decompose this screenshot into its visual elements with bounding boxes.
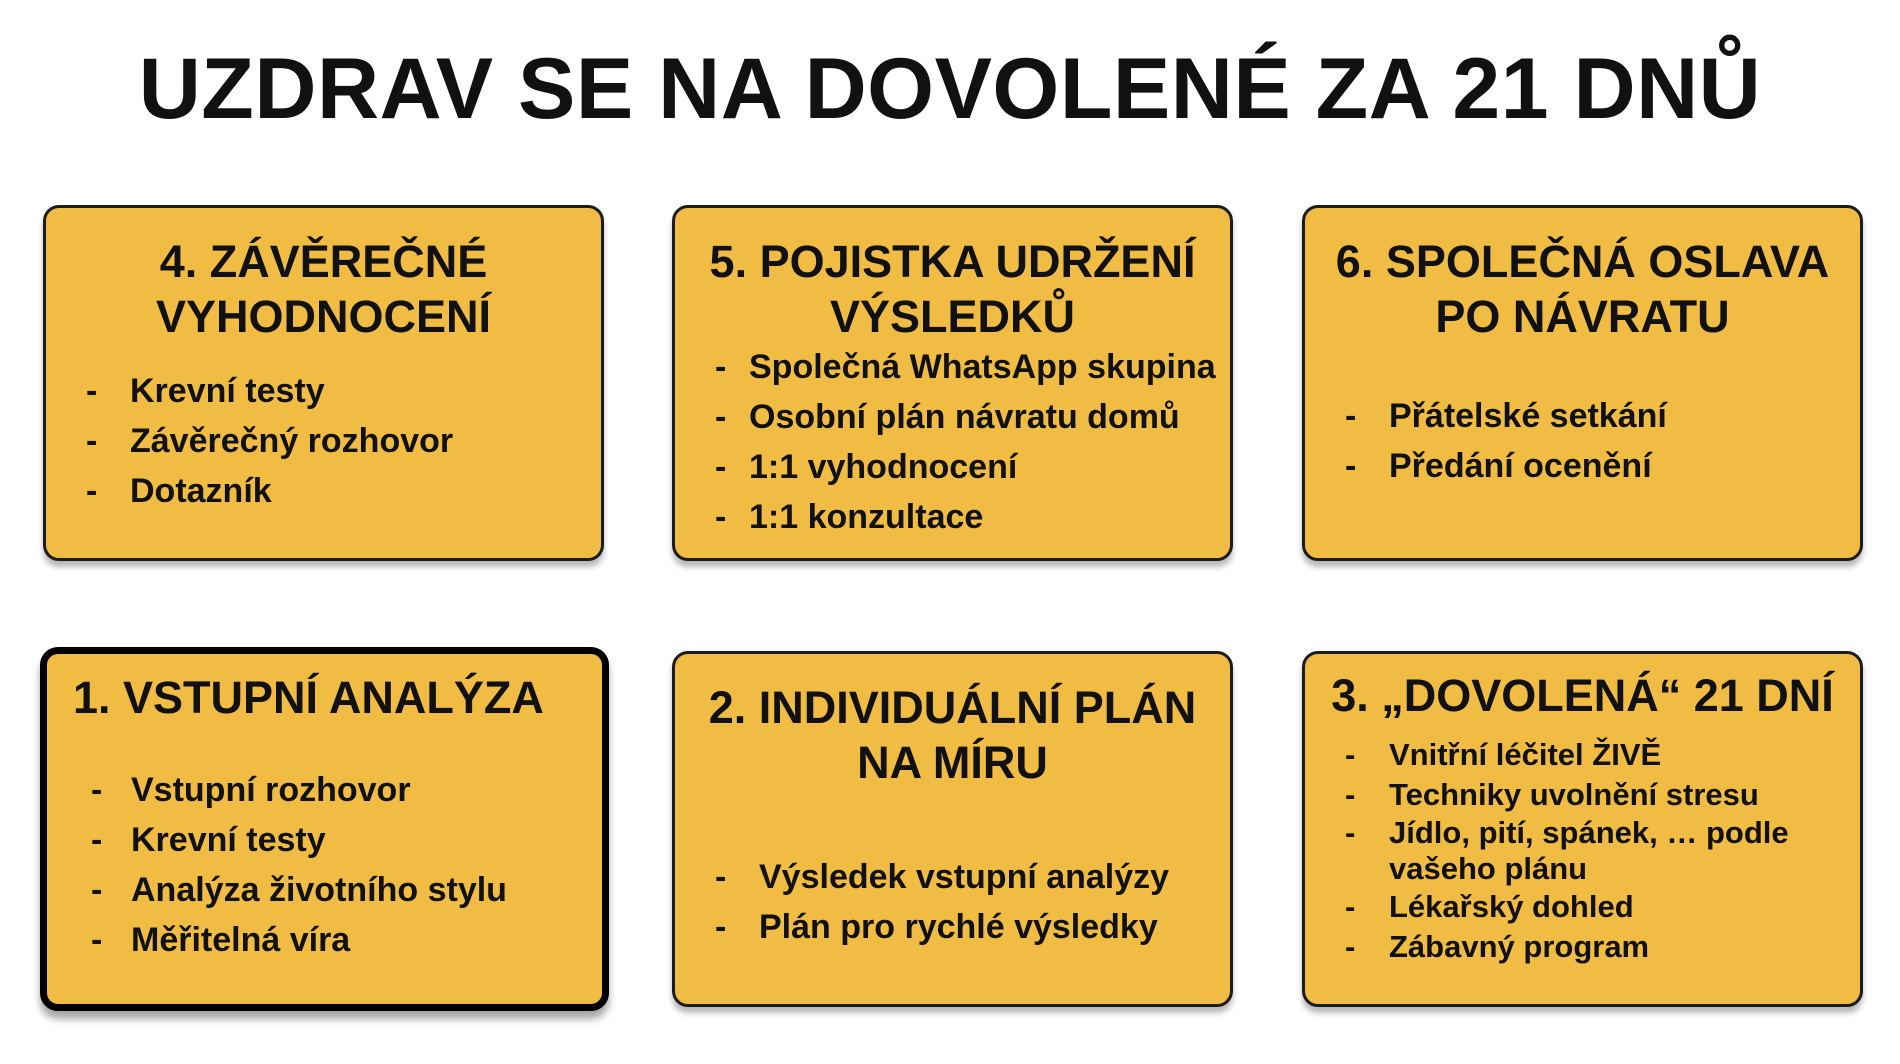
list-item: - Osobní plán návratu domů [697,392,1208,442]
list-item: - Přátelské setkání [1327,391,1838,441]
step-items [697,852,1208,952]
step-card-6 [1302,205,1863,561]
step-title: 6. SPOLEČNÁ OSLAVA PO NÁVRATU [1335,236,1830,342]
list-item: - Zábavný program [1327,927,1838,967]
step-card-3 [1302,651,1863,1007]
step-title: 4. ZÁVĚREČNÉ VYHODNOCENÍ [155,236,492,342]
step-title: 3. „DOVOLENÁ“ 21 DNÍ [1331,670,1834,721]
list-item: - Plán pro rychlé výsledky [697,902,1208,952]
list-item: - Měřitelná víra [73,915,584,965]
step-items [1327,735,1838,967]
list-item: - Techniky uvolnění stresu [1327,775,1838,815]
step-items [73,765,584,965]
list-item: - Výsledek vstupní analýzy [697,852,1208,902]
list-item: - Lékařský dohled [1327,887,1838,927]
list-item: - 1:1 konzultace [697,492,1208,542]
list-item: - 1:1 vyhodnocení [697,442,1208,492]
list-item: - Dotazník [68,466,579,516]
list-item: - Krevní testy [68,366,579,416]
list-item: - Analýza životního stylu [73,865,584,915]
list-item: - Vstupní rozhovor [73,765,584,815]
step-card-4 [43,205,604,561]
list-item: - Předání ocenění [1327,441,1838,491]
list-item: - Jídlo, pití, spánek, … podle vašeho plánu [1327,815,1838,887]
page-title: UZDRAV SE NA DOVOLENÉ ZA 21 DNŮ [138,41,1762,137]
step-title: 5. POJISTKA UDRŽENÍ VÝSLEDKŮ [709,236,1196,342]
step-title: 1. VSTUPNÍ ANALÝZA [73,672,544,723]
list-item: - Vnitřní léčitel ŽIVĚ [1327,735,1838,775]
step-card-5 [672,205,1233,561]
step-items [1327,391,1838,491]
step-card-2 [672,651,1233,1007]
step-title: 2. INDIVIDUÁLNÍ PLÁN NA MÍRU [708,682,1197,788]
list-item: - Krevní testy [73,815,584,865]
step-items [68,366,579,516]
step-card-1 [40,647,609,1011]
list-item: - Závěrečný rozhovor [68,416,579,466]
list-item: - Společná WhatsApp skupina [697,342,1208,392]
step-items [697,342,1216,542]
